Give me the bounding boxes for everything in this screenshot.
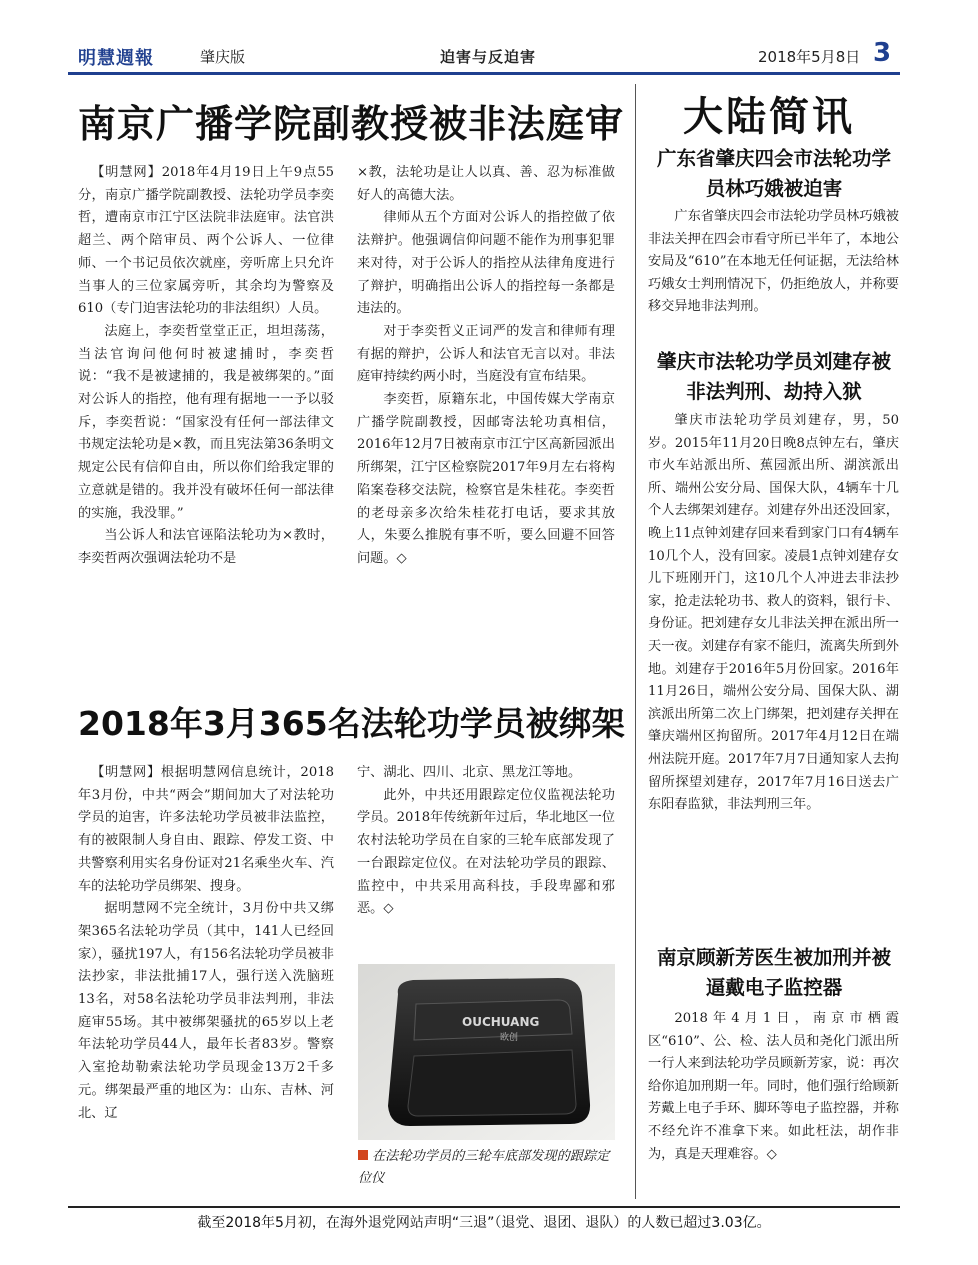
article2-column-1: [78, 762, 334, 1125]
article1-para: 李奕哲，原籍东北，中国传媒大学南京广播学院副教授，因邮寄法轮功真相信，2016年12月7日被南京市江宁区高新园派出所绑架，江宁区检察院2017年9月左右将构陷案卷移交法院，检察官是朱桂花。李奕哲的老母亲多次给朱桂花打电话，要求其放人，朱要么推脱有事不听，要么回避不回答问题。◇: [357, 392, 615, 566]
device-brand-cn-text: 欧创: [500, 1033, 519, 1043]
article1-column-2: [357, 162, 615, 571]
footer-notice: 截至2018年5月初，在海外退党网站声明“三退”（退党、退团、退队）的人数已超过3.03亿。: [197, 1215, 771, 1231]
issue-date: 2018年5月8日: [758, 48, 861, 66]
article2-para: 据明慧网不完全统计，3月份中共又绑架365名法轮功学员（其中，141人已经回家），骚扰197人，有156名法轮功学员被非法抄家，非法批捕17人，强行送入洗脑班13名，对58名法轮功学员非法判刑，非法庭审55场。其中被绑架骚扰的65岁以上老年法轮功学员44人，最年长者83岁。警察入室抢劫勒索法轮功学员现金13万2千多元。绑架最严重的地区为：山东、吉林、河北、辽: [78, 901, 334, 1121]
article2-para: 【明慧网】根据明慧网信息统计，2018年3月份，中共“两会”期间加大了对法轮功学员的迫害，许多法轮功学员被非法监控，有的被限制人身自由、跟踪、停发工资、中共警察利用实名身份证对21名乘坐火车、汽车的法轮功学员绑架、搜身。: [78, 765, 334, 894]
brief1-headline: 广东省肇庆四会市法轮功学员林巧娥被迫害: [656, 147, 891, 200]
article1-para: 当公诉人和法官诬陷法轮功为×教时，李奕哲两次强调法轮功不是: [78, 528, 334, 566]
article1-para: 律师从五个方面对公诉人的指控做了依法辩护。他强调信仰问题不能作为刑事犯罪来对待，对于公诉人的指控从法律角度进行了辩护，明确指出公诉人的指控每一条都是违法的。: [357, 210, 615, 317]
newspaper-brand: 明慧週報: [78, 48, 154, 69]
article2-para: 此外，中共还用跟踪定位仪监视法轮功学员。2018年传统新年过后，华北地区一位农村法轮功学员在自家的三轮车底部发现了一台跟踪定位仪。在对法轮功学员的跟踪、监控中，中共采用高科技，手段卑鄙和邪恶。◇: [357, 787, 615, 917]
device-brand-text: OUCHUANG: [462, 1015, 540, 1029]
article1-headline: 南京广播学院副教授被非法庭审: [78, 102, 625, 146]
caption-marker-icon: [358, 1150, 368, 1160]
column-divider: [635, 84, 636, 1199]
article1-para: 法庭上，李奕哲堂堂正正，坦坦荡荡，当法官询问他何时被逮捕时，李奕哲说：“我不是被逮捕的，我是被绑架的。”面对公诉人的指控，他有理有据地一一予以驳斥，李奕哲说：“国家没有任何一部法律文书规定法轮功是×教，而且宪法第36条明文规定公民有信仰自由，所以你们给我定罪的立意就是错的。我并没有破坏任何一部法律的实施，我没罪。”: [78, 323, 334, 521]
article1-para: 对于李奕哲义正词严的发言和律师有理有据的辩护，公诉人和法官无言以对。非法庭审持续约两小时，当庭没有宣布结果。: [357, 323, 615, 385]
article2-headline: 2018年3月365名法轮功学员被绑架: [78, 704, 625, 743]
article2-para: 宁、湖北、四川、北京、黑龙江等地。: [357, 765, 582, 780]
brief2-headline: 肇庆市法轮功学员刘建存被非法判刑、劫持入狱: [656, 350, 891, 403]
brief3-headline: 南京顾新芳医生被加刑并被逼戴电子监控器: [656, 946, 891, 999]
caption-text: 在法轮功学员的三轮车底部发现的跟踪定位仪: [358, 1149, 610, 1186]
brief2-body: [648, 410, 899, 817]
photo-caption: [358, 1146, 620, 1190]
footer-rule: [68, 1206, 900, 1208]
edition-label: 肇庆版: [200, 48, 246, 66]
tracker-photo: [358, 964, 615, 1140]
article2-column-2: [357, 762, 615, 921]
article1-para: ×教，法轮功是让人以真、善、忍为标准做好人的高德大法。: [357, 165, 615, 203]
page-number: 3: [873, 38, 892, 68]
brief3-body: [648, 1008, 899, 1166]
article1-column-1: [78, 162, 334, 571]
page-header: [0, 0, 978, 78]
brief1-body: [648, 206, 899, 319]
article1-para: 【明慧网】2018年4月19日上午9点55分，南京广播学院副教授、法轮功学员李奕哲，遭南京市江宁区法院非法庭审。法官洪超兰、两个陪审员、两个公诉人、一位律师、一个书记员依次就座，旁听席上只允许当事人的三位家属旁听，其余均为警察及610（专门迫害法轮功的非法组织）人员。: [78, 165, 334, 317]
sidebar-title: 大陆简讯: [683, 94, 855, 140]
brief1-para: 广东省肇庆四会市法轮功学员林巧娥被非法关押在四会市看守所已半年了，本地公安局及“610”在本地无任何证据，无法给林巧娥女士判刑情况下，仍拒绝放人，并称要移交异地非法判刑。: [648, 209, 899, 315]
tracker-device-illustration: [358, 964, 615, 1140]
header-rule: [68, 72, 900, 75]
section-title: 迫害与反迫害: [440, 48, 537, 66]
brief2-para: 肇庆市法轮功学员刘建存，男，50岁。2015年11月20日晚8点钟左右，肇庆市火车站派出所、蕉园派出所、湖滨派出所、端州公安分局、国保大队，4辆车十几个人去绑架刘建存。刘建存外出还没回家，晚上11点钟刘建存回来看到家门口有4辆车10几个人，没有回家。凌晨1点钟刘建存女儿下班刚开门，这10几个人冲进去非法抄家，抢走法轮功书、救人的资料，银行卡、身份证。把刘建存女儿非法关押在派出所一天一夜。刘建存有家不能归，流离失所到外地。刘建存于2016年5月份回家。2016年11月26日，端州公安分局、国保大队、湖滨派出所第二次上门绑架，把刘建存关押在肇庆端州区拘留所。2017年4月12日在端州法院开庭。2017年7月7日通知家人去拘留所探望刘建存，2017年7月16日送去广东阳春监狱，非法判刑三年。: [648, 413, 899, 813]
brief3-para: 2018年4月1日，南京市栖霞区“610”、公、检、法人员和尧化门派出所一行人来到法轮功学员顾新芳家，说：再次给你追加刑期一年。同时，他们强行给顾新芳戴上电子手环、脚环等电子监控器，并称不经允许不准拿下来。如此枉法，胡作非为，真是天理难容。◇: [648, 1011, 899, 1162]
